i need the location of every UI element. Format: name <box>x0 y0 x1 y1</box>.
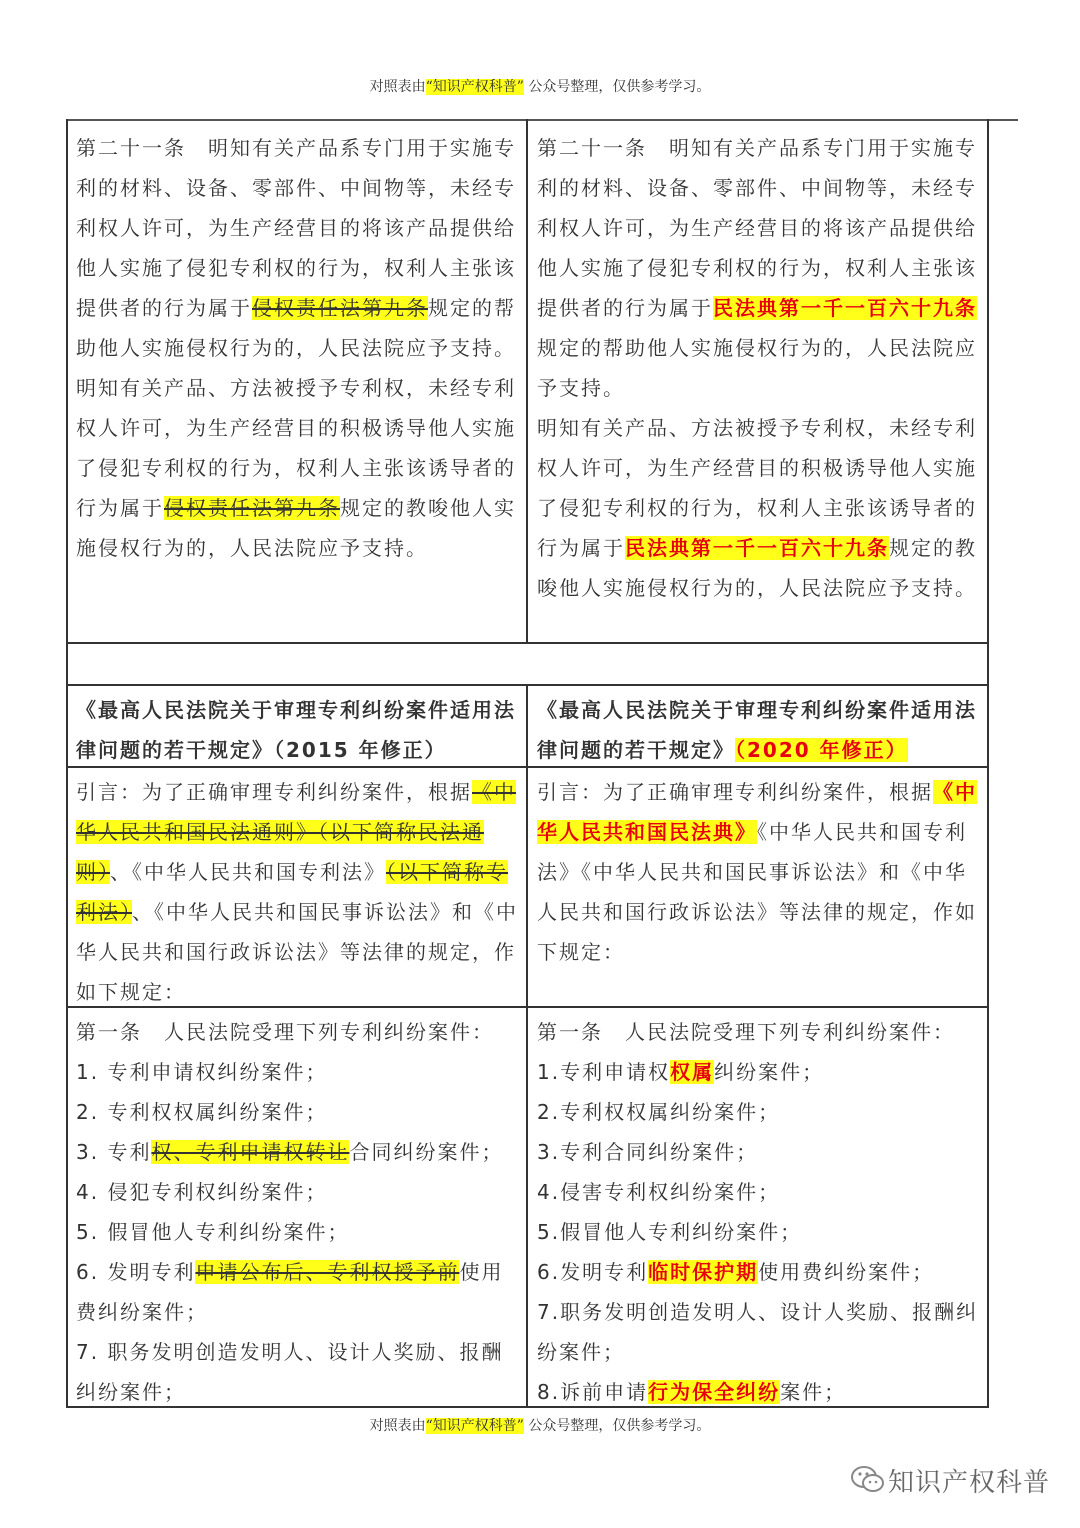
list-item <box>76 1252 518 1332</box>
preface-left <box>76 772 518 1012</box>
list-item <box>537 1372 979 1412</box>
new-text: 《中华人民共和国民法典》 <box>537 780 977 844</box>
text: 合同纠纷案件； <box>349 1140 504 1164</box>
list-item: 2.专利权权属纠纷案件； <box>537 1100 781 1124</box>
text: 引言：为了正确审理专利纠纷案件，根据 <box>537 780 933 804</box>
text: 纠纷案件； <box>714 1060 825 1084</box>
title-left <box>76 690 518 770</box>
new-text: 民法典第一千一百六十九条 <box>625 536 889 560</box>
table-top-border <box>66 119 1018 121</box>
footer-note <box>0 1416 1080 1436</box>
deleted-text: 《中华人民共和国民法通则》（以下简称民法通则） <box>76 780 516 884</box>
preface-right <box>537 772 979 972</box>
list-item <box>76 1132 518 1172</box>
deleted-text: 权、专利申请权转让 <box>151 1140 350 1164</box>
row-divider <box>66 684 989 686</box>
text: 3. 专利 <box>76 1140 152 1164</box>
list-item: 4.侵害专利权纠纷案件； <box>537 1180 781 1204</box>
list-item: 5. 假冒他人专利纠纷案件； <box>76 1220 350 1244</box>
text: 第二十一条 明知有关产品系专门用于实施专利的材料、设备、零部件、中间物等，未经专利权人许可，为生产经营目的将该产品提供给他人实施了侵犯专利权的行为，权利人主张该提供者的行为属于 <box>537 136 977 320</box>
art1-left-intro: 第一条 人民法院受理下列专利纠纷案件： <box>76 1020 494 1044</box>
art1-left-cell <box>76 1012 518 1412</box>
text: 规定的教唆他人实施侵权行为的，人民法院应予支持。 <box>537 536 977 600</box>
text: 引言：为了正确审理专利纠纷案件，根据 <box>76 780 472 804</box>
text: 规定的帮助他人实施侵权行为的，人民法院应予支持。 <box>76 296 516 360</box>
new-text: 权属 <box>670 1060 715 1084</box>
header-note-brand: “知识产权科普” <box>425 79 524 95</box>
text: 6. 发明专利 <box>76 1260 196 1284</box>
deleted-text: （以下简称专利法） <box>76 860 508 924</box>
column-divider <box>526 119 528 643</box>
text: 1.专利申请权 <box>537 1060 671 1084</box>
preface-right-text <box>537 772 979 972</box>
text: 第二十一条 明知有关产品系专门用于实施专利的材料、设备、零部件、中间物等，未经专利权人许可，为生产经营目的将该产品提供给他人实施了侵犯专利权的行为，权利人主张该提供者的行为属于 <box>76 136 516 320</box>
title-right <box>537 690 979 770</box>
text: 案件； <box>780 1380 847 1404</box>
new-text: （2020 年修正） <box>735 738 908 762</box>
deleted-text: 侵权责任法第九条 <box>252 296 428 320</box>
list-item: 1. 专利申请权纠纷案件； <box>76 1060 328 1084</box>
text: 明知有关产品、方法被授予专利权，未经专利权人许可，为生产经营目的积极诱导他人实施了侵犯专利权的行为，权利人主张该诱导者的行为属于 <box>76 376 516 520</box>
text: 明知有关产品、方法被授予专利权，未经专利权人许可，为生产经营目的积极诱导他人实施了侵犯专利权的行为，权利人主张该诱导者的行为属于 <box>537 416 977 560</box>
preface-left-text <box>76 772 518 1012</box>
column-divider <box>526 685 528 1408</box>
text: 规定的帮助他人实施侵权行为的，人民法院应予支持。 <box>537 336 977 400</box>
text: 8.诉前申请 <box>537 1380 649 1404</box>
title-right-text <box>537 690 979 770</box>
art21-left-para2 <box>76 368 518 568</box>
list-item: 4. 侵犯专利权纠纷案件； <box>76 1180 328 1204</box>
art1-right-cell <box>537 1012 979 1412</box>
table-left-border <box>66 119 68 1408</box>
text: 《中华人民共和国专利法》《中华人民共和国民事诉讼法》和《中华人民共和国行政诉讼法》等法律的规定，作如下规定： <box>537 820 977 964</box>
header-note <box>0 77 1080 97</box>
text: 规定的教唆他人实施侵权行为的，人民法院应予支持。 <box>76 496 516 560</box>
art21-right-cell <box>537 128 979 608</box>
new-text: 行为保全纠纷 <box>648 1380 781 1404</box>
new-text: 临时保护期 <box>648 1260 759 1284</box>
deleted-text: 侵权责任法第九条 <box>164 496 340 520</box>
art21-left-para1 <box>76 128 518 368</box>
table-right-border <box>987 119 989 1408</box>
list-item: 7. 职务发明创造发明人、设计人奖励、报酬纠纷案件； <box>76 1340 504 1404</box>
text: 使用费纠纷案件； <box>758 1260 935 1284</box>
header-note-prefix: 对照表由 <box>369 79 426 95</box>
list-item: 3.专利合同纠纷案件； <box>537 1140 759 1164</box>
wechat-icon <box>848 1460 888 1500</box>
list-item <box>537 1052 979 1092</box>
text: 使用费纠纷案件； <box>76 1260 504 1324</box>
list-item: 7.职务发明创造发明人、设计人奖励、报酬纠纷案件； <box>537 1300 979 1364</box>
art21-right-para1 <box>537 128 979 408</box>
row-divider <box>66 642 989 644</box>
watermark-text: 知识产权科普 <box>888 1468 1051 1498</box>
text: 、《中华人民共和国专利法》 <box>110 860 386 884</box>
title-left-text: 《最高人民法院关于审理专利纠纷案件适用法律问题的若干规定》（2015 年修正） <box>76 698 516 762</box>
text: 6.发明专利 <box>537 1260 649 1284</box>
art21-right-para2 <box>537 408 979 608</box>
list-item: 5.假冒他人专利纠纷案件； <box>537 1220 803 1244</box>
deleted-text: 申请公布后、专利权授予前 <box>195 1260 460 1284</box>
list-item <box>537 1252 979 1292</box>
art1-right-intro: 第一条 人民法院受理下列专利纠纷案件： <box>537 1020 955 1044</box>
art21-left-cell <box>76 128 518 568</box>
header-note-suffix: 公众号整理，仅供参考学习。 <box>523 79 711 95</box>
footer-note-suffix: 公众号整理，仅供参考学习。 <box>523 1418 711 1434</box>
footer-note-brand: “知识产权科普” <box>425 1418 524 1434</box>
list-item: 2. 专利权权属纠纷案件； <box>76 1100 328 1124</box>
new-text: 民法典第一千一百六十九条 <box>713 296 977 320</box>
footer-note-prefix: 对照表由 <box>369 1418 426 1434</box>
text: 《最高人民法院关于审理专利纠纷案件适用法律问题的若干规定》 <box>537 698 977 762</box>
text: 、《中华人民共和国民事诉讼法》和《中华人民共和国行政诉讼法》等法律的规定，作如下规定： <box>76 900 518 1004</box>
